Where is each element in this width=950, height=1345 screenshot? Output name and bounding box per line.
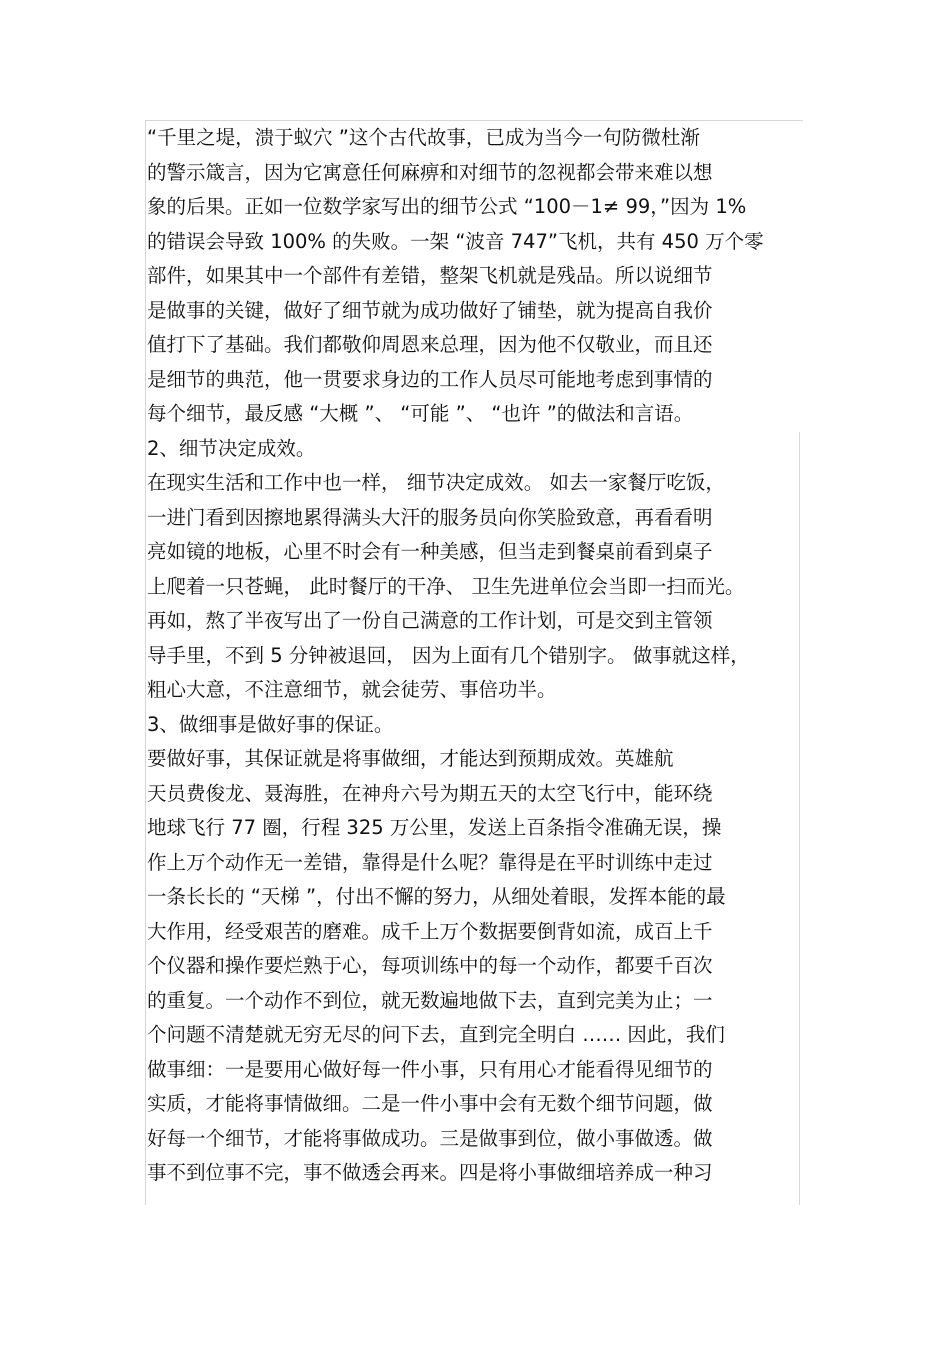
text-line: 一进门看到因擦地累得满头大汗的服务员向你笑脸致意，再看看明 bbox=[147, 505, 713, 529]
text-line: 好每一个细节，才能将事做成功。三是做事到位，做小事做透。做 bbox=[147, 1126, 713, 1150]
text-line: 的警示箴言，因为它寓意任何麻痹和对细节的忽视都会带来难以想 bbox=[147, 160, 713, 184]
text-line: 实质，才能将事情做细。二是一件小事中会有无数个细节问题，做 bbox=[147, 1092, 713, 1115]
text-line: 部件，如果其中一个部件有差错，整架飞机就是残品。所以说细节 bbox=[147, 264, 713, 287]
text-line: 个问题不清楚就无穷无尽的问下去，直到完全明白 …… 因此，我们 bbox=[147, 1023, 725, 1046]
text-line: 做事细：一是要用心做好每一件小事，只有用心才能看得见细节的 bbox=[147, 1057, 713, 1081]
text-line: 每个细节，最反感 “大概 ”、 “可能 ”、 “也许 ”的做法和言语。 bbox=[147, 402, 694, 425]
text-line: 天员费俊龙、聂海胜，在神舟六号为期五天的太空飞行中，能环绕 bbox=[147, 781, 713, 805]
text-line: 个仪器和操作要烂熟于心，每项训练中的每一个动作，都要千百次 bbox=[147, 954, 713, 977]
text-line: 要做好事，其保证就是将事做细，才能达到预期成效。英雄航 bbox=[147, 747, 674, 770]
text-line: 一条长长的 “天梯 ”，付出不懈的努力，从细处着眼，发挥本能的最 bbox=[147, 885, 726, 908]
text-line: 导手里，不到 5 分钟被退回， 因为上面有几个错别字。 做事就这样， bbox=[147, 643, 750, 667]
text-line: 象的后果。正如一位数学家写出的细节公式 “100－1≠ 99，”因为 1% bbox=[147, 195, 747, 218]
text-line: 粗心大意，不注意细节，就会徒劳、事倍功半。 bbox=[147, 678, 557, 701]
text-line: 亮如镜的地板，心里不时会有一种美感，但当走到餐桌前看到桌子 bbox=[147, 540, 713, 563]
section-heading: 2、细节决定成效。 bbox=[147, 436, 316, 460]
right-border-line bbox=[799, 432, 800, 1205]
text-line: 上爬着一只苍蝇， 此时餐厅的干净、 卫生先进单位会当即一扫而光。 bbox=[147, 574, 745, 598]
text-line: 值打下了基础。我们都敬仰周恩来总理，因为他不仅敬业，而且还 bbox=[147, 333, 713, 356]
text-line: 作上万个动作无一差错，靠得是什么呢？靠得是在平时训练中走过 bbox=[147, 850, 713, 874]
left-border-line bbox=[145, 120, 146, 1205]
text-line: 事不到位事不完，事不做透会再来。四是将小事做细培养成一种习 bbox=[147, 1161, 713, 1184]
text-line: 是做事的关键，做好了细节就为成功做好了铺垫，就为提高自我价 bbox=[147, 298, 713, 322]
text-line: “千里之堤，溃于蚁穴 ”这个古代故事，已成为当今一句防微杜渐 bbox=[147, 126, 700, 149]
text-line: 再如，熬了半夜写出了一份自己满意的工作计划，可是交到主管领 bbox=[147, 609, 713, 632]
text-line: 的错误会导致 100% 的失败。一架 “波音 747”飞机，共有 450 万个零 bbox=[147, 229, 764, 253]
text-line: 的重复。一个动作不到位，就无数遍地做下去，直到完美为止；一 bbox=[147, 988, 713, 1012]
section-heading: 3、做细事是做好事的保证。 bbox=[147, 712, 394, 736]
text-line: 大作用，经受艰苦的磨难。成千上万个数据要倒背如流，成百上千 bbox=[147, 919, 713, 943]
text-line: 是细节的典范，他一贯要求身边的工作人员尽可能地考虑到事情的 bbox=[147, 367, 713, 391]
text-line: 在现实生活和工作中也一样， 细节决定成效。 如去一家餐厅吃饭， bbox=[147, 471, 725, 494]
document-body bbox=[147, 121, 797, 1191]
text-line: 地球飞行 77 圈，行程 325 万公里，发送上百条指令准确无误，操 bbox=[147, 816, 722, 839]
